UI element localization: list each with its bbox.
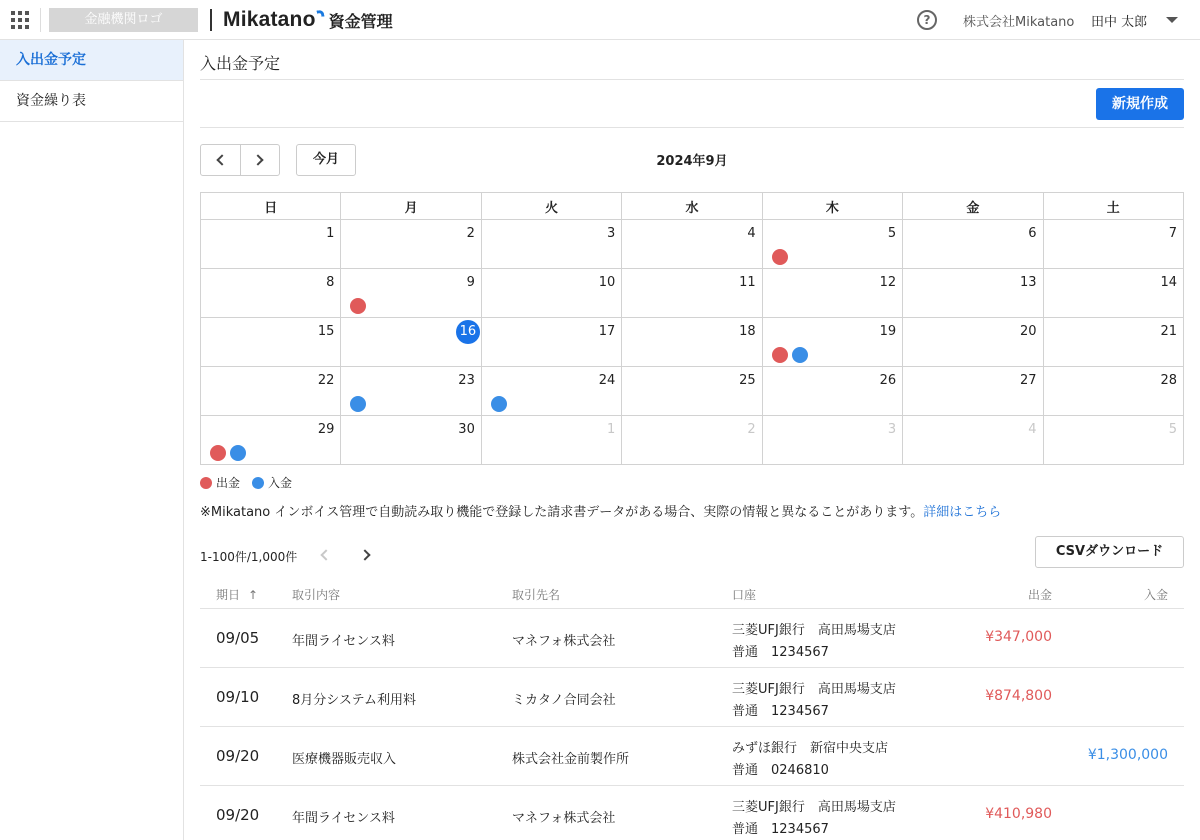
day-number: 17 — [598, 324, 616, 339]
brand-swoosh-icon — [316, 9, 324, 17]
calendar-day-cell[interactable] — [903, 269, 1043, 318]
month-label: 2024年9月 — [656, 154, 728, 169]
calendar-day-cell[interactable] — [201, 367, 341, 416]
cell-party: ミカタノ合同会社 — [512, 693, 616, 708]
day-number: 2 — [466, 226, 475, 241]
calendar-day-cell[interactable] — [622, 318, 762, 367]
notice — [200, 501, 1001, 520]
day-number: 28 — [1160, 373, 1177, 388]
calendar-day-cell[interactable] — [1043, 220, 1183, 269]
day-number: 25 — [739, 373, 756, 388]
header-divider — [40, 8, 41, 32]
weekday-header: 木 — [762, 193, 902, 220]
cell-description: 年間ライセンス料 — [292, 811, 395, 826]
calendar-week-row — [201, 318, 1184, 367]
legend-in-label: 入金 — [268, 476, 293, 490]
day-number: 13 — [1019, 275, 1037, 290]
col-date-label: 期日 — [216, 588, 241, 602]
chevron-right-icon — [253, 154, 264, 165]
day-number: 26 — [879, 373, 897, 388]
page-title: 入出金予定 — [200, 54, 281, 73]
payment-out-dot[interactable] — [210, 445, 226, 461]
app-header — [0, 0, 1200, 40]
next-page-chevron-icon[interactable] — [359, 549, 370, 560]
calendar-day-cell[interactable] — [1043, 269, 1183, 318]
day-number: 5 — [1168, 422, 1177, 437]
calendar-week-row — [201, 416, 1184, 465]
calendar-day-cell[interactable] — [762, 269, 902, 318]
sidebar — [0, 40, 184, 840]
legend-out — [200, 474, 240, 491]
day-number: 4 — [1028, 422, 1037, 437]
calendar-day-cell[interactable] — [762, 220, 902, 269]
day-number: 1 — [606, 422, 616, 437]
weekday-header: 水 — [622, 193, 762, 220]
cell-bank: みずほ銀行 新宿中央支店 — [732, 741, 889, 756]
calendar-day-cell[interactable] — [762, 318, 902, 367]
calendar-week-row — [201, 220, 1184, 269]
cell-account-number: 普通 1234567 — [732, 822, 829, 837]
calendar-day-cell[interactable] — [622, 269, 762, 318]
event-dots — [491, 396, 511, 412]
day-number: 6 — [1028, 226, 1037, 241]
calendar-day-cell[interactable] — [341, 318, 481, 367]
day-number: 27 — [1019, 373, 1037, 388]
cell-bank: 三菱UFJ銀行 高田馬場支店 — [732, 682, 896, 697]
calendar-day-cell[interactable] — [1043, 318, 1183, 367]
calendar-day-cell[interactable] — [201, 416, 341, 465]
calendar-day-cell[interactable] — [903, 367, 1043, 416]
payment-out-dot[interactable] — [350, 298, 366, 314]
payment-in-dot[interactable] — [350, 396, 366, 412]
event-dots — [350, 298, 370, 314]
cell-description: 8月分システム利用料 — [292, 693, 416, 708]
day-number: 9 — [466, 275, 475, 290]
legend-in — [252, 474, 292, 491]
cell-out-amount: ¥410,980 — [985, 806, 1052, 822]
toolbar-divider — [200, 127, 1184, 128]
day-number: 8 — [326, 275, 335, 290]
cell-description: 医療機器販売収入 — [292, 752, 397, 767]
legend — [200, 474, 304, 491]
col-date[interactable] — [216, 586, 258, 603]
sidebar-item-cashflow[interactable]: 資金繰り表 — [0, 81, 183, 122]
cell-bank: 三菱UFJ銀行 高田馬場支店 — [732, 800, 896, 815]
notice-text: ※Mikatano インボイス管理で自動読み取り機能で登録した請求書データがある場合、実際の情報と異なることがあります。 — [200, 505, 924, 520]
payment-out-dot[interactable] — [772, 347, 788, 363]
calendar-week-row — [201, 367, 1184, 416]
cell-date: 09/05 — [216, 629, 260, 647]
col-out: 出金 — [1027, 588, 1052, 602]
day-number: 2 — [747, 422, 756, 437]
day-number: 3 — [606, 226, 616, 241]
table-row[interactable] — [200, 786, 1184, 840]
calendar-day-cell[interactable] — [201, 220, 341, 269]
day-number: 21 — [1160, 324, 1177, 339]
in-dot-icon — [252, 477, 264, 489]
table-row[interactable] — [200, 609, 1184, 668]
day-number: 4 — [747, 226, 756, 241]
day-number: 14 — [1160, 275, 1177, 290]
chevron-left-icon — [216, 154, 227, 165]
prev-month-button[interactable] — [201, 145, 240, 175]
sidebar-item-schedule[interactable]: 入出金予定 — [0, 40, 183, 81]
payment-out-dot[interactable] — [772, 249, 788, 265]
calendar-day-cell[interactable] — [341, 269, 481, 318]
user-name[interactable]: 田中 太郎 — [1091, 15, 1148, 30]
day-number: 24 — [598, 373, 616, 388]
table-row[interactable] — [200, 727, 1184, 786]
cell-date: 09/20 — [216, 747, 260, 765]
csv-download-button[interactable]: CSVダウンロード — [1035, 536, 1184, 568]
day-number: 11 — [739, 275, 756, 290]
calendar-day-cell[interactable] — [341, 367, 481, 416]
brand-logo[interactable] — [223, 7, 393, 33]
calendar-day-cell[interactable] — [481, 269, 621, 318]
user-menu-caret-icon[interactable] — [1166, 17, 1178, 23]
cell-party: 株式会社金前製作所 — [512, 752, 630, 767]
day-number: 23 — [458, 373, 475, 388]
month-nav — [200, 144, 280, 176]
this-month-button[interactable]: 今月 — [296, 144, 356, 176]
event-dots — [350, 396, 370, 412]
calendar-day-cell[interactable] — [481, 416, 621, 465]
cell-account-number: 普通 1234567 — [732, 704, 829, 719]
col-desc: 取引内容 — [292, 588, 341, 602]
weekday-header: 月 — [341, 193, 481, 220]
prev-page-chevron-icon[interactable] — [320, 549, 331, 560]
product-name: 資金管理 — [328, 11, 393, 31]
bank-logo: 金融機関ロゴ — [49, 8, 198, 32]
day-number: 29 — [317, 422, 335, 437]
calendar-day-cell[interactable] — [903, 416, 1043, 465]
event-dots — [210, 445, 250, 461]
calendar-week-row — [201, 269, 1184, 318]
day-number: 3 — [887, 422, 897, 437]
day-number: 18 — [739, 324, 756, 339]
calendar-day-cell[interactable] — [1043, 367, 1183, 416]
weekday-header: 火 — [481, 193, 621, 220]
day-number: 19 — [879, 324, 897, 339]
cell-bank: 三菱UFJ銀行 高田馬場支店 — [732, 623, 896, 638]
calendar-day-cell[interactable] — [481, 318, 621, 367]
cell-account-number: 普通 1234567 — [732, 645, 829, 660]
weekday-header: 金 — [903, 193, 1043, 220]
help-icon[interactable]: ? — [917, 10, 937, 30]
day-number: 20 — [1019, 324, 1037, 339]
weekday-header: 日 — [201, 193, 341, 220]
col-in: 入金 — [1143, 588, 1168, 602]
calendar-day-cell[interactable] — [903, 318, 1043, 367]
out-dot-icon — [200, 477, 212, 489]
legend-out-label: 出金 — [216, 476, 241, 490]
app-grid-icon[interactable] — [11, 11, 29, 29]
calendar-header-row — [201, 193, 1184, 220]
brand-divider — [210, 9, 212, 31]
cell-in-amount: ¥1,300,000 — [1087, 747, 1168, 763]
pagination-count: 1-100件/1,000件 — [200, 550, 298, 564]
calendar-day-cell[interactable] — [762, 416, 902, 465]
cell-out-amount: ¥347,000 — [985, 629, 1052, 645]
calendar-day-cell[interactable] — [1043, 416, 1183, 465]
cell-out-amount: ¥874,800 — [985, 688, 1052, 704]
day-number: 30 — [458, 422, 475, 437]
table-header — [200, 578, 1184, 609]
calendar-day-cell[interactable] — [341, 416, 481, 465]
notice-details-link[interactable]: 詳細はこちら — [923, 505, 1002, 520]
calendar — [200, 192, 1184, 465]
cell-party: マネフォ株式会社 — [512, 634, 616, 649]
today-day-number: 16 — [456, 320, 480, 344]
day-number: 10 — [598, 275, 616, 290]
day-number: 15 — [317, 324, 335, 339]
day-number: 7 — [1168, 226, 1177, 241]
cell-date: 09/20 — [216, 806, 260, 824]
calendar-day-cell[interactable] — [903, 220, 1043, 269]
calendar-day-cell[interactable] — [201, 269, 341, 318]
calendar-day-cell[interactable] — [622, 416, 762, 465]
cell-account-number: 普通 0246810 — [732, 763, 829, 778]
arrow-up-icon[interactable]: ↑ — [248, 588, 259, 602]
calendar-day-cell[interactable] — [622, 367, 762, 416]
payment-in-dot[interactable] — [491, 396, 507, 412]
next-month-button[interactable] — [240, 145, 279, 175]
cell-description: 年間ライセンス料 — [292, 634, 395, 649]
title-divider — [200, 79, 1184, 80]
day-number: 5 — [887, 226, 897, 241]
calendar-day-cell[interactable] — [201, 318, 341, 367]
calendar-day-cell[interactable] — [622, 220, 762, 269]
day-number: 22 — [317, 373, 335, 388]
calendar-body — [201, 220, 1184, 465]
table-row[interactable] — [200, 668, 1184, 727]
new-button[interactable]: 新規作成 — [1096, 88, 1184, 120]
company-name: 株式会社Mikatano — [963, 15, 1075, 30]
event-dots — [772, 347, 812, 363]
calendar-day-cell[interactable] — [481, 367, 621, 416]
event-dots — [772, 249, 792, 265]
calendar-day-cell[interactable] — [762, 367, 902, 416]
col-party: 取引先名 — [512, 588, 561, 602]
day-number: 12 — [879, 275, 897, 290]
cell-party: マネフォ株式会社 — [512, 811, 616, 826]
col-account: 口座 — [732, 588, 757, 602]
weekday-header: 土 — [1043, 193, 1183, 220]
day-number: 1 — [326, 226, 335, 241]
cell-date: 09/10 — [216, 688, 260, 706]
calendar-day-cell[interactable] — [341, 220, 481, 269]
brand-name: Mikatano — [223, 8, 316, 31]
payment-in-dot[interactable] — [792, 347, 808, 363]
calendar-day-cell[interactable] — [481, 220, 621, 269]
payment-in-dot[interactable] — [230, 445, 246, 461]
